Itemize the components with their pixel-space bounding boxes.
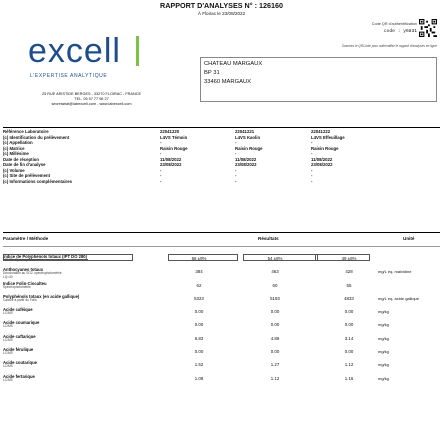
contact-line: secretariat@labexcell.com - www.labexcell.com [51, 102, 132, 106]
reference-value: 23/08/2022 [160, 162, 182, 167]
reference-value: 22041221 [235, 129, 255, 134]
reference-label: (c) Identification du prélèvement [3, 134, 70, 140]
result-value: 0.00 [270, 309, 280, 315]
result-row [3, 374, 440, 387]
reference-value: L4VS Témoin [160, 134, 188, 140]
result-row [3, 347, 440, 360]
result-unit: mg/L eq. acide gallique [378, 295, 419, 301]
result-value: 5323 [194, 295, 204, 301]
divider [3, 246, 440, 247]
result-unit: mg/kg [378, 335, 389, 341]
result-parameter: Polyphénols totaux (en acide gallique) [3, 293, 80, 299]
result-method: LC/MS [3, 324, 13, 329]
result-value: 428 [345, 269, 353, 275]
result-value: 4.86 [270, 335, 280, 341]
result-value: 463 [271, 269, 279, 275]
reference-row [3, 179, 440, 185]
reference-value: 11/08/2022 [311, 156, 333, 162]
qr-code-text: code : y6831 [383, 29, 417, 34]
reference-value: - [311, 173, 313, 178]
column-header-parameter: Paramètre / Méthode [3, 236, 49, 241]
table-cell-border [3, 254, 133, 261]
result-value: 0.00 [194, 309, 204, 315]
result-value: 0.00 [344, 309, 354, 315]
result-method: LC/MS [3, 377, 13, 382]
result-row [3, 281, 440, 294]
result-parameter: Anthocyanes totaux [3, 267, 44, 273]
reference-label: Date de fin d'analyse [3, 162, 46, 167]
reference-value: 11/08/2022 [160, 156, 182, 162]
result-method: LC/MS [3, 337, 13, 342]
reference-value: 23/08/2022 [235, 162, 257, 167]
excell-logo [28, 32, 158, 82]
result-row [3, 360, 440, 373]
client-name: CHATEAU MARGAUX [204, 61, 263, 67]
client-address-box [200, 57, 437, 102]
reference-label: Date de réception [3, 156, 40, 162]
report-date: À Floirac le 23/08/2022 [197, 11, 246, 16]
result-value: 1.12 [344, 362, 354, 368]
result-unit: mg/kg [378, 309, 389, 315]
result-value: 1.52 [194, 362, 204, 368]
table-cell-border [315, 254, 370, 261]
result-value: 4833 [344, 295, 354, 301]
table-cell-border [243, 254, 318, 261]
result-method: LC/MS [3, 351, 13, 356]
result-value: 0.00 [194, 349, 204, 355]
logo-accent-bar [136, 36, 139, 66]
result-unit: mg/kg [378, 375, 389, 381]
reference-value: - [235, 173, 237, 178]
reference-label: Référence Laboratoire [3, 129, 49, 134]
result-unit: mg/kg [378, 362, 389, 368]
result-value: 1.27 [270, 362, 280, 368]
result-value: 56 ±9% [191, 256, 207, 261]
result-value: 0.00 [344, 322, 354, 328]
result-parameter: Indice Folin-Ciocalteu [3, 280, 47, 286]
address-line: 25 RUE ARISTIDE BERGES - 33270 FLOIRAC - FRANCE [42, 92, 141, 96]
reference-value: - [311, 151, 313, 156]
result-parameter: Acide coumarique [3, 320, 40, 326]
result-value: 5193 [270, 295, 280, 301]
result-value: 1.08 [194, 375, 204, 381]
result-method: Spectrophotométrie [3, 284, 31, 289]
result-method: LC/MS [3, 364, 13, 369]
reference-value: - [311, 167, 313, 173]
reference-value: 22041220 [160, 129, 180, 134]
divider [3, 232, 440, 233]
result-value: 0.00 [270, 322, 280, 328]
result-value: 60 [272, 282, 278, 288]
reference-label: (c) Matrice [3, 145, 25, 151]
qr-code-icon[interactable] [419, 19, 437, 37]
result-row [3, 320, 440, 333]
reference-value: - [160, 173, 162, 178]
phone-line: TEL. 05 57 77 96 27 [74, 97, 109, 101]
result-unit: mg/L eq. malvidine [378, 269, 412, 275]
reference-value: - [160, 178, 162, 184]
result-row [3, 267, 440, 280]
sample-reference-table [3, 129, 440, 184]
result-row [3, 307, 440, 320]
reference-value: - [235, 178, 237, 184]
result-parameter: Acide férulique [3, 347, 34, 353]
result-value: 55 [346, 282, 352, 288]
logo-tagline: L'EXPERTISE ANALYTIQUE [30, 73, 108, 79]
reference-value: L4VS Effeuillage [311, 134, 345, 140]
result-value: 54 ±8% [267, 256, 283, 261]
reference-value: - [235, 140, 237, 145]
result-method: Décoloration au SO2, spectrophotométrie LQ=30 [3, 271, 62, 280]
result-value: 0.00 [344, 349, 354, 355]
logo-wordmark: excell [28, 32, 121, 70]
column-header-unit: Unité [403, 236, 415, 241]
reference-value: - [160, 140, 162, 145]
result-value: 1.12 [270, 375, 280, 381]
reference-value: - [235, 167, 237, 173]
client-box-number: BP 31 [204, 70, 220, 76]
qr-label: Code QR d'authentification [371, 22, 417, 26]
table-cell-border [168, 254, 238, 261]
result-unit: mg/kg [378, 349, 389, 355]
reference-value: 22041222 [311, 129, 331, 134]
result-method: Calculé à partir du Folin [3, 297, 37, 302]
result-value: 0.00 [194, 322, 204, 328]
reference-label: (c) Informations complémentaires [3, 178, 73, 184]
result-row [3, 294, 440, 307]
reference-value: - [311, 178, 313, 184]
result-parameter: Acide coutarique [3, 360, 37, 366]
result-parameter: Acide fertarique [3, 373, 35, 379]
reference-value: - [235, 151, 237, 156]
result-parameter: Indice de Polyphénols totaux (IPT DO 280) [3, 254, 87, 259]
result-parameter: Acide caféique [3, 307, 33, 313]
lab-address [4, 92, 179, 107]
reference-value: - [311, 140, 313, 145]
reference-label: (c) Appellation [3, 140, 33, 145]
result-value: 6.83 [194, 335, 204, 341]
client-city: 33460 MARGAUX [204, 79, 252, 85]
result-value: 384 [195, 269, 203, 275]
reference-value: Raisin Rouge [160, 145, 188, 151]
result-value: 62 [196, 282, 202, 288]
result-unit: mg/kg [378, 322, 389, 328]
column-header-results: Résultats [258, 236, 279, 241]
result-method: MO.25 : Spectrophotométrie [3, 258, 44, 262]
result-parameter: Acide caftarique [3, 333, 36, 339]
result-method: LC/MS [3, 311, 13, 316]
result-row [3, 254, 440, 267]
reference-label: (c) Site de prélèvement [3, 173, 51, 178]
result-value: 49 ±8% [341, 256, 357, 261]
reference-value: 23/08/2022 [311, 162, 333, 167]
results-table [3, 254, 440, 387]
reference-value: 11/08/2022 [235, 156, 257, 162]
result-value: 1.16 [344, 375, 354, 381]
result-row [3, 334, 440, 347]
reference-value: Raisin Rouge [235, 145, 263, 151]
result-value: 3.14 [344, 335, 354, 341]
reference-value: Raisin Rouge [311, 145, 339, 151]
qr-note: Scannez le QRCode pour authentifier le rapport d'analyses en ligne [341, 44, 437, 48]
reference-value: - [160, 151, 162, 156]
reference-label: (c) Volume [3, 167, 25, 173]
reference-value: - [160, 167, 162, 173]
result-value: 0.00 [270, 349, 280, 355]
divider [3, 127, 440, 128]
reference-value: L4VS Kaolin [235, 134, 261, 140]
report-title: RAPPORT D'ANALYSES N° : 126160 [160, 1, 283, 10]
reference-label: (c) Millésime [3, 151, 29, 156]
